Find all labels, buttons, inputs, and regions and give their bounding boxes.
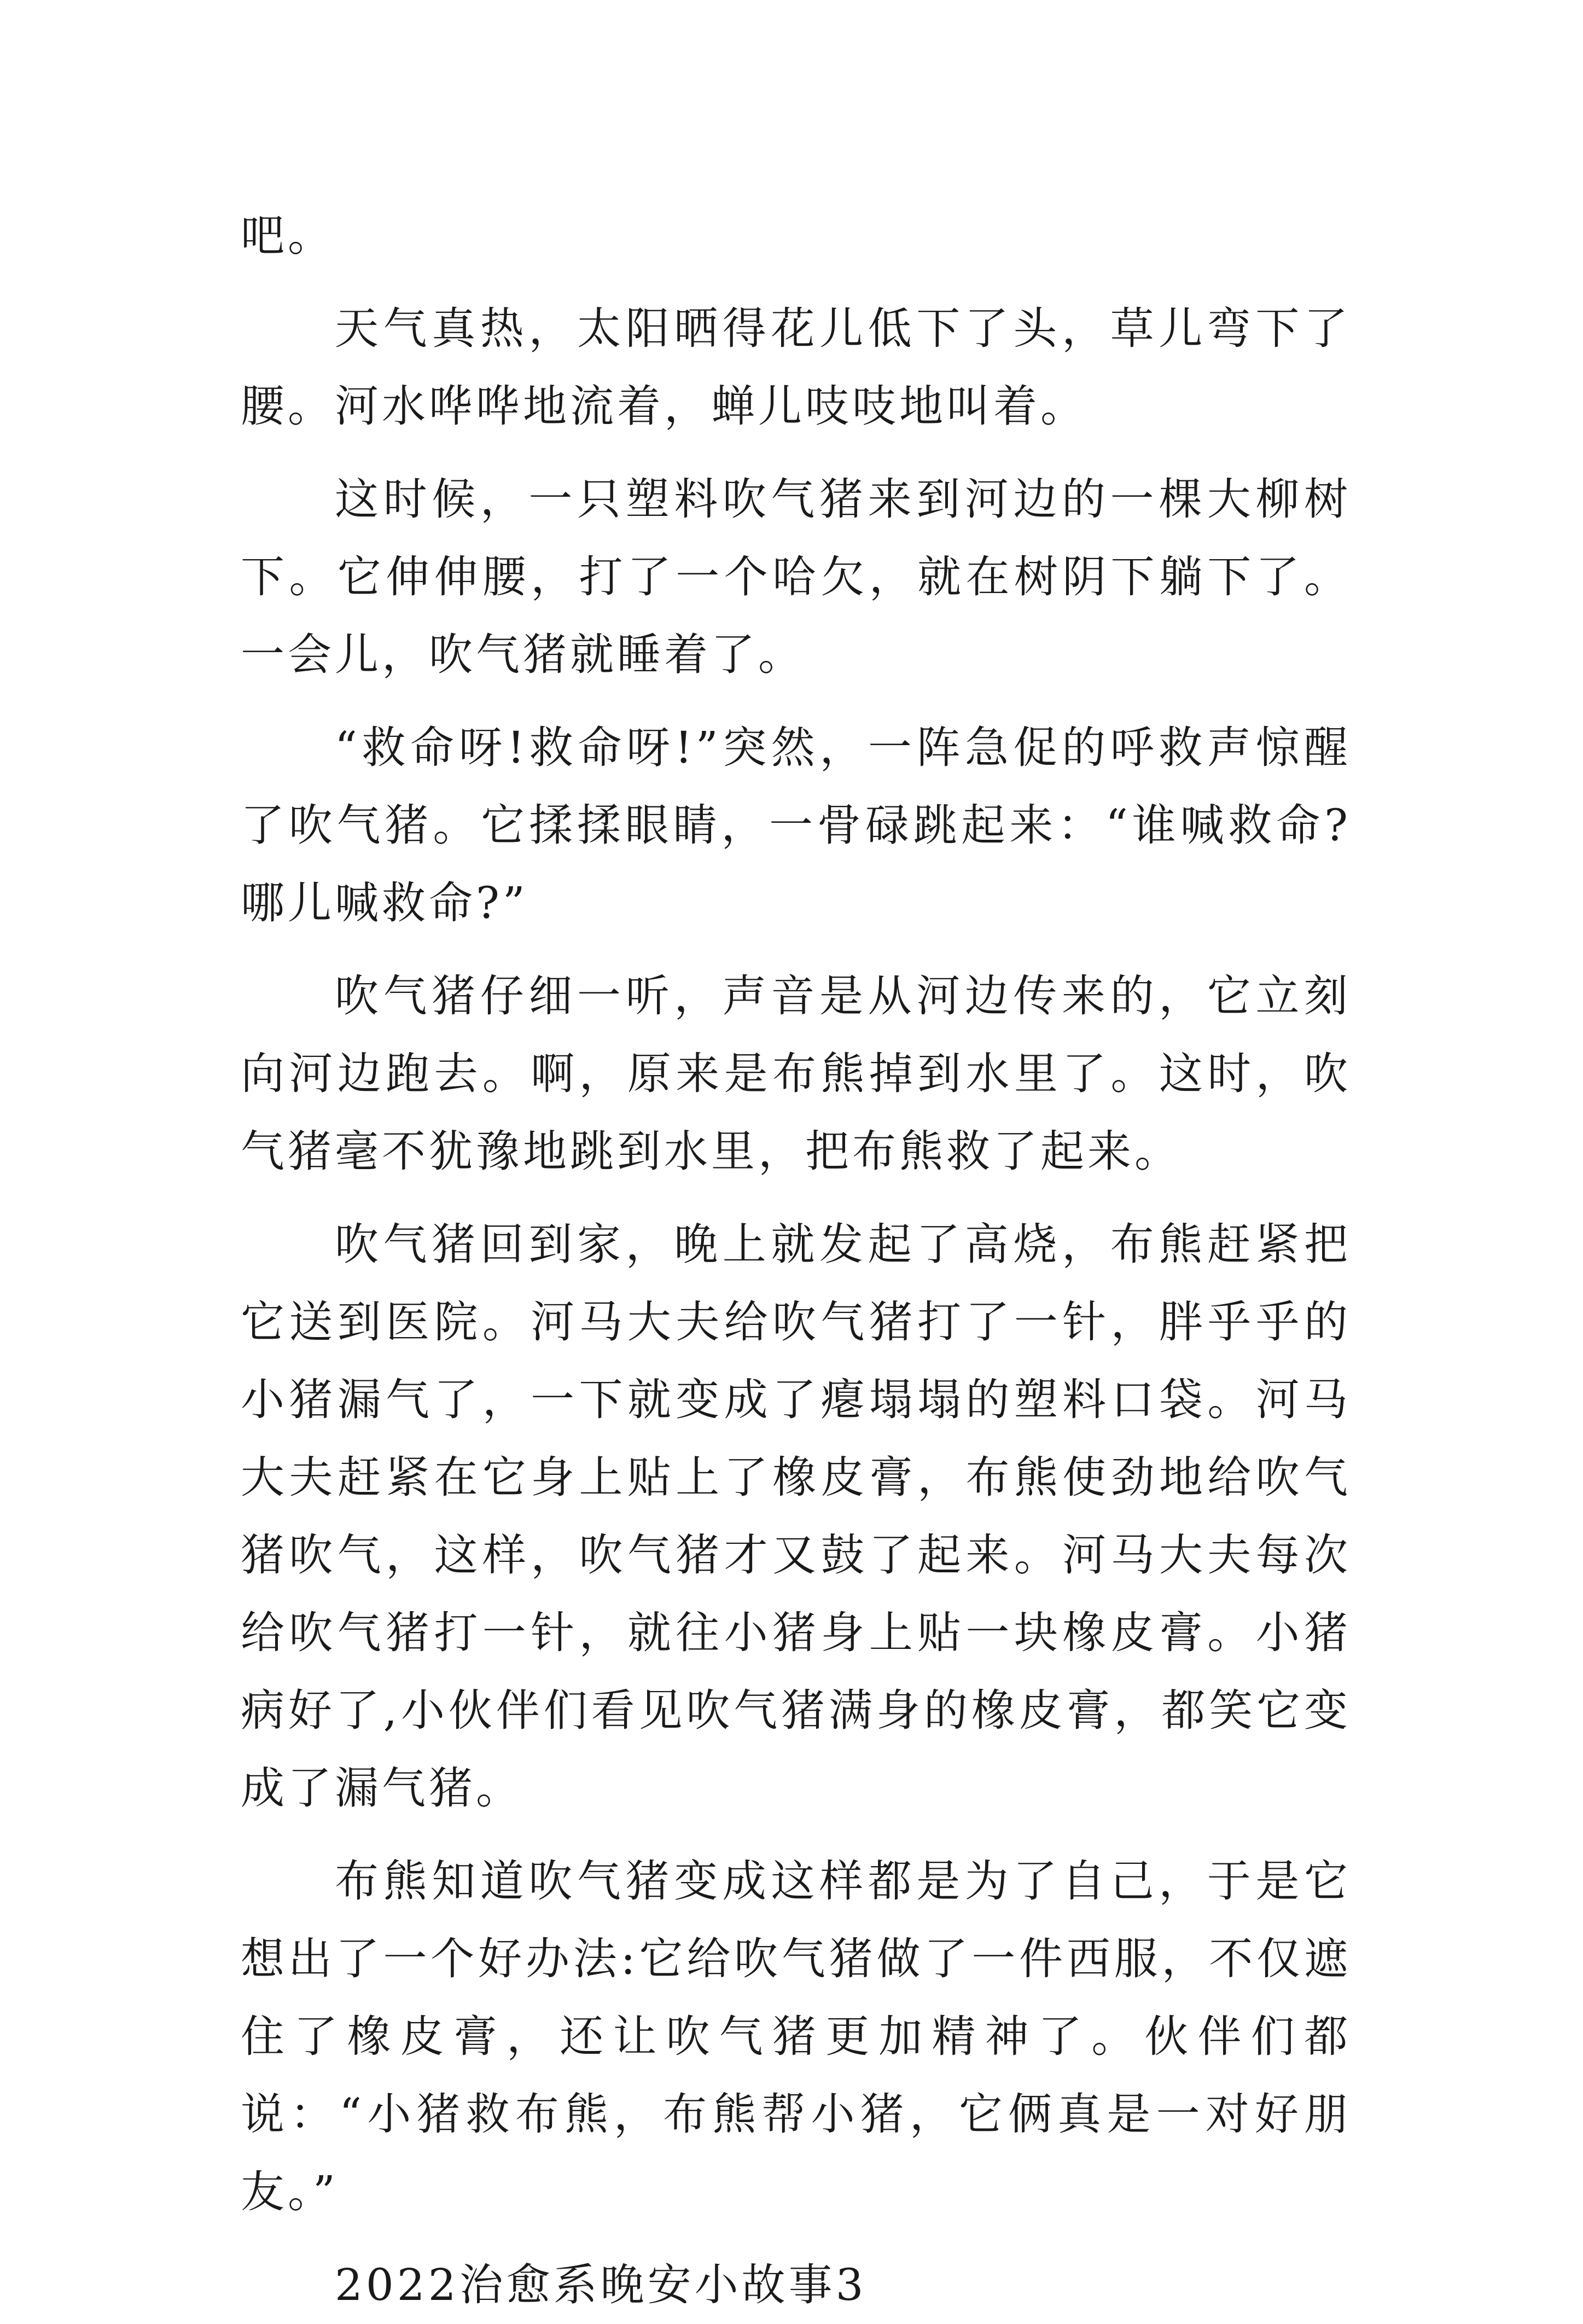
paragraph: “救命呀!救命呀!”突然，一阵急促的呼救声惊醒了吹气猪。它揉揉眼睛，一骨碌跳起来：“谁喊救命?哪儿喊救命?” <box>241 722 1351 928</box>
paragraph: 天气真热，太阳晒得花儿低下了头，草儿弯下了腰。河水哗哗地流着，蝉儿吱吱地叫着。 <box>241 303 1351 432</box>
paragraph: 吹气猪回到家，晚上就发起了高烧，布熊赶紧把它送到医院。河马大夫给吹气猪打了一针，胖乎乎的小猪漏气了，一下就变成了瘪塌塌的塑料口袋。河马大夫赶紧在它身上贴上了橡皮膏，布熊使劲地给吹气猪吹气，这样，吹气猪才又鼓了起来。河马大夫每次给吹气猪打一针，就往小猪身上贴一块橡皮膏。小猪病好了,小伙伴们看见吹气猪满身的橡皮膏，都笑它变成了漏气猪。 <box>241 1219 1351 1814</box>
section-heading: 2022治愈系晚安小故事3 <box>335 2259 867 2310</box>
paragraph: 这时候，一只塑料吹气猪来到河边的一棵大柳树下。它伸伸腰，打了一个哈欠，就在树阴下躺下了。一会儿，吹气猪就睡着了。 <box>241 474 1351 680</box>
paragraph-continuation: 吧。 <box>241 210 335 261</box>
paragraph: 吹气猪仔细一听，声音是从河边传来的，它立刻向河边跑去。啊，原来是布熊掉到水里了。这时，吹气猪毫不犹豫地跳到水里，把布熊救了起来。 <box>241 971 1351 1177</box>
document-body <box>241 197 1351 2324</box>
paragraph: 布熊知道吹气猪变成这样都是为了自己，于是它想出了一个好办法:它给吹气猪做了一件西服，不仅遮住了橡皮膏，还让吹气猪更加精神了。伙伴们都说：“小猪救布熊，布熊帮小猪，它俩真是一对好朋友。” <box>241 1856 1351 2217</box>
